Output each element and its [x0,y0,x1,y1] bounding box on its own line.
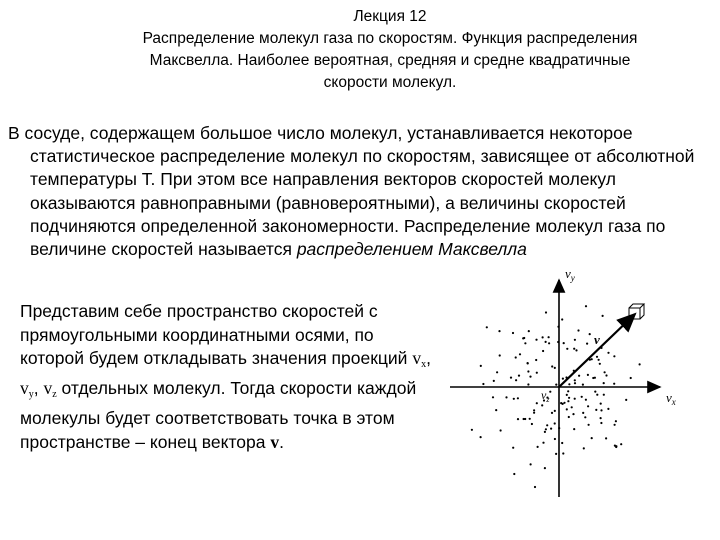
molecule-point [480,365,482,367]
molecule-point [562,452,564,454]
molecule-point [561,442,563,444]
molecule-point [613,383,615,385]
molecule-point [599,363,601,365]
molecule-point [574,379,576,381]
molecule-point [560,402,562,404]
molecule-point [587,405,589,407]
molecule-point [594,391,596,393]
molecule-point [630,377,632,379]
molecule-point [585,305,587,307]
molecule-point [639,363,641,365]
molecule-point [562,378,564,380]
molecule-point [600,409,602,411]
molecule-point [567,390,569,392]
molecule-point [513,473,515,475]
molecule-point [625,399,627,401]
molecule-point [551,365,553,367]
molecule-point [589,333,591,335]
molecule-point [548,342,550,344]
molecule-point [527,370,529,372]
intro-paragraph [8,122,713,261]
lecture-title-line3: скорости молекул. [323,74,457,91]
molecule-point [512,332,514,334]
molecule-point [486,326,488,328]
vy-label: $v_y$ [565,266,575,283]
molecule-point [471,429,473,431]
molecule-point [605,374,607,376]
molecule-point [512,447,514,449]
velocity-space-diagram [440,262,690,502]
molecule-point [567,400,569,402]
molecule-point [542,350,544,352]
velocity-space-figure [440,262,690,502]
molecule-point [568,397,570,399]
molecule-point [531,423,533,425]
lecture-header [80,6,700,94]
molecule-point [577,329,579,331]
molecule-point [524,342,526,344]
molecule-point [600,422,602,424]
molecule-point [581,396,583,398]
molecule-point [537,446,539,448]
molecule-point [607,408,609,410]
molecule-point [554,410,556,412]
molecule-point [591,437,593,439]
lecture-title-line2: Максвелла. Наиболее вероятная, средняя и средне квадратичные [149,52,631,69]
velocity-vector [559,314,635,387]
molecule-point [536,372,538,374]
molecule-point [568,383,570,385]
molecule-point [572,413,574,415]
body-paragraph: Представим себе пространство скоростей с прямоугольными координатными осями, по которой будем откладывать значения проекций $v_x$, $v_y$, $v_z$ отдельных молекул. Тогда скорости каждой молекулы будет соответствовать точка в этом пространстве – конец вектора v. [20,300,435,454]
molecule-point [536,402,538,404]
molecule-point [527,383,529,385]
molecule-point [588,424,590,426]
molecule-point [550,428,552,430]
molecule-point [482,383,484,385]
molecule-point [604,371,606,373]
molecule-point [530,463,532,465]
molecule-point [496,371,498,373]
molecule-point [598,359,600,361]
molecule-point [555,384,557,386]
molecule-point [548,336,550,338]
molecule-point [535,359,537,361]
molecule-point [549,391,551,393]
molecule-point [480,436,482,438]
molecule-point [575,349,577,351]
molecule-point [517,418,519,420]
molecule-point [542,442,544,444]
molecule-point [533,409,535,411]
molecule-point [513,398,515,400]
molecule-point [596,356,598,358]
molecule-point [578,375,580,377]
molecule-point [603,394,605,396]
molecule-point [499,354,501,356]
molecule-point [605,437,607,439]
molecule-point [583,447,585,449]
molecule-point [574,382,576,384]
molecule-point [613,355,615,357]
lecture-title-line1: Распределение молекул газа по скоростям. Функция распределения [142,30,638,47]
molecule-point [595,409,597,411]
molecule-point [510,377,512,379]
molecule-point [534,486,536,488]
molecule-point [615,445,617,447]
molecule-point [545,428,547,430]
molecule-point [545,341,547,343]
molecule-point [495,409,497,411]
molecule-point [587,374,589,376]
molecule-point [555,453,557,455]
molecule-point [574,339,576,341]
molecule-point [573,428,575,430]
molecule-point [554,422,556,424]
molecule-point [615,420,617,422]
molecule-point [546,424,548,426]
molecule-point [518,375,520,377]
molecule-point [554,438,556,440]
molecule-point [523,418,525,420]
molecule-point [600,403,602,405]
molecule-point [566,394,568,396]
molecule-point [535,339,537,341]
vx-label: $v_x$ [666,390,676,407]
molecule-point [614,424,616,426]
molecule-point [620,443,622,445]
molecule-point [584,416,586,418]
molecule-point [561,318,563,320]
molecule-point [596,394,598,396]
molecule-point [542,336,544,338]
molecule-point [523,337,525,339]
molecule-point [529,418,531,420]
molecule-point [515,379,517,381]
molecule-point [602,315,604,317]
molecule-point [529,376,531,378]
v-label: v [594,332,600,347]
molecule-point [571,406,573,408]
molecule-point [573,348,575,350]
molecule-point [607,352,609,354]
molecule-point [493,380,495,382]
molecule-point [533,412,535,414]
molecule-point [527,362,529,364]
molecule-point [586,343,588,345]
molecule-point [554,367,556,369]
molecule-point [594,377,596,379]
molecule-point [566,408,568,410]
molecule-point [551,412,553,414]
intro-emphasis: распределением Максвелла [296,239,527,260]
molecule-point [563,342,565,344]
intro-text: В сосуде, содержащем большое число молекул, устанавливается некоторое статистическое распределение молекул по скоростям, зависящее от абсолютной температуры Т. При этом все направления векторов скоростей молекул оказываются равноправными (равновероятными), а величины скоростей подчиняются определенной закономерности. Распределение молекул газа по величине скоростей называется [8,123,695,260]
molecule-point [500,429,502,431]
molecule-point [574,398,576,400]
molecule-point [544,467,546,469]
molecule-point [519,353,521,355]
molecule-point [545,311,547,313]
molecule-point [541,404,543,406]
molecule-point [600,417,602,419]
vz-label: $v_z$ [541,388,550,404]
molecule-point [492,396,494,398]
molecule-point [568,416,570,418]
molecule-point [544,431,546,433]
molecule-point [563,402,565,404]
molecule-point [515,356,517,358]
lecture-number: Лекция 12 [353,8,427,25]
molecule-point [498,330,500,332]
molecule-point [517,397,519,399]
molecule-point [585,399,587,401]
molecule-point [566,348,568,350]
molecule-point [528,330,530,332]
molecule-point [603,382,605,384]
molecule-point [582,384,584,386]
molecule-point [505,396,507,398]
molecule-point [582,412,584,414]
